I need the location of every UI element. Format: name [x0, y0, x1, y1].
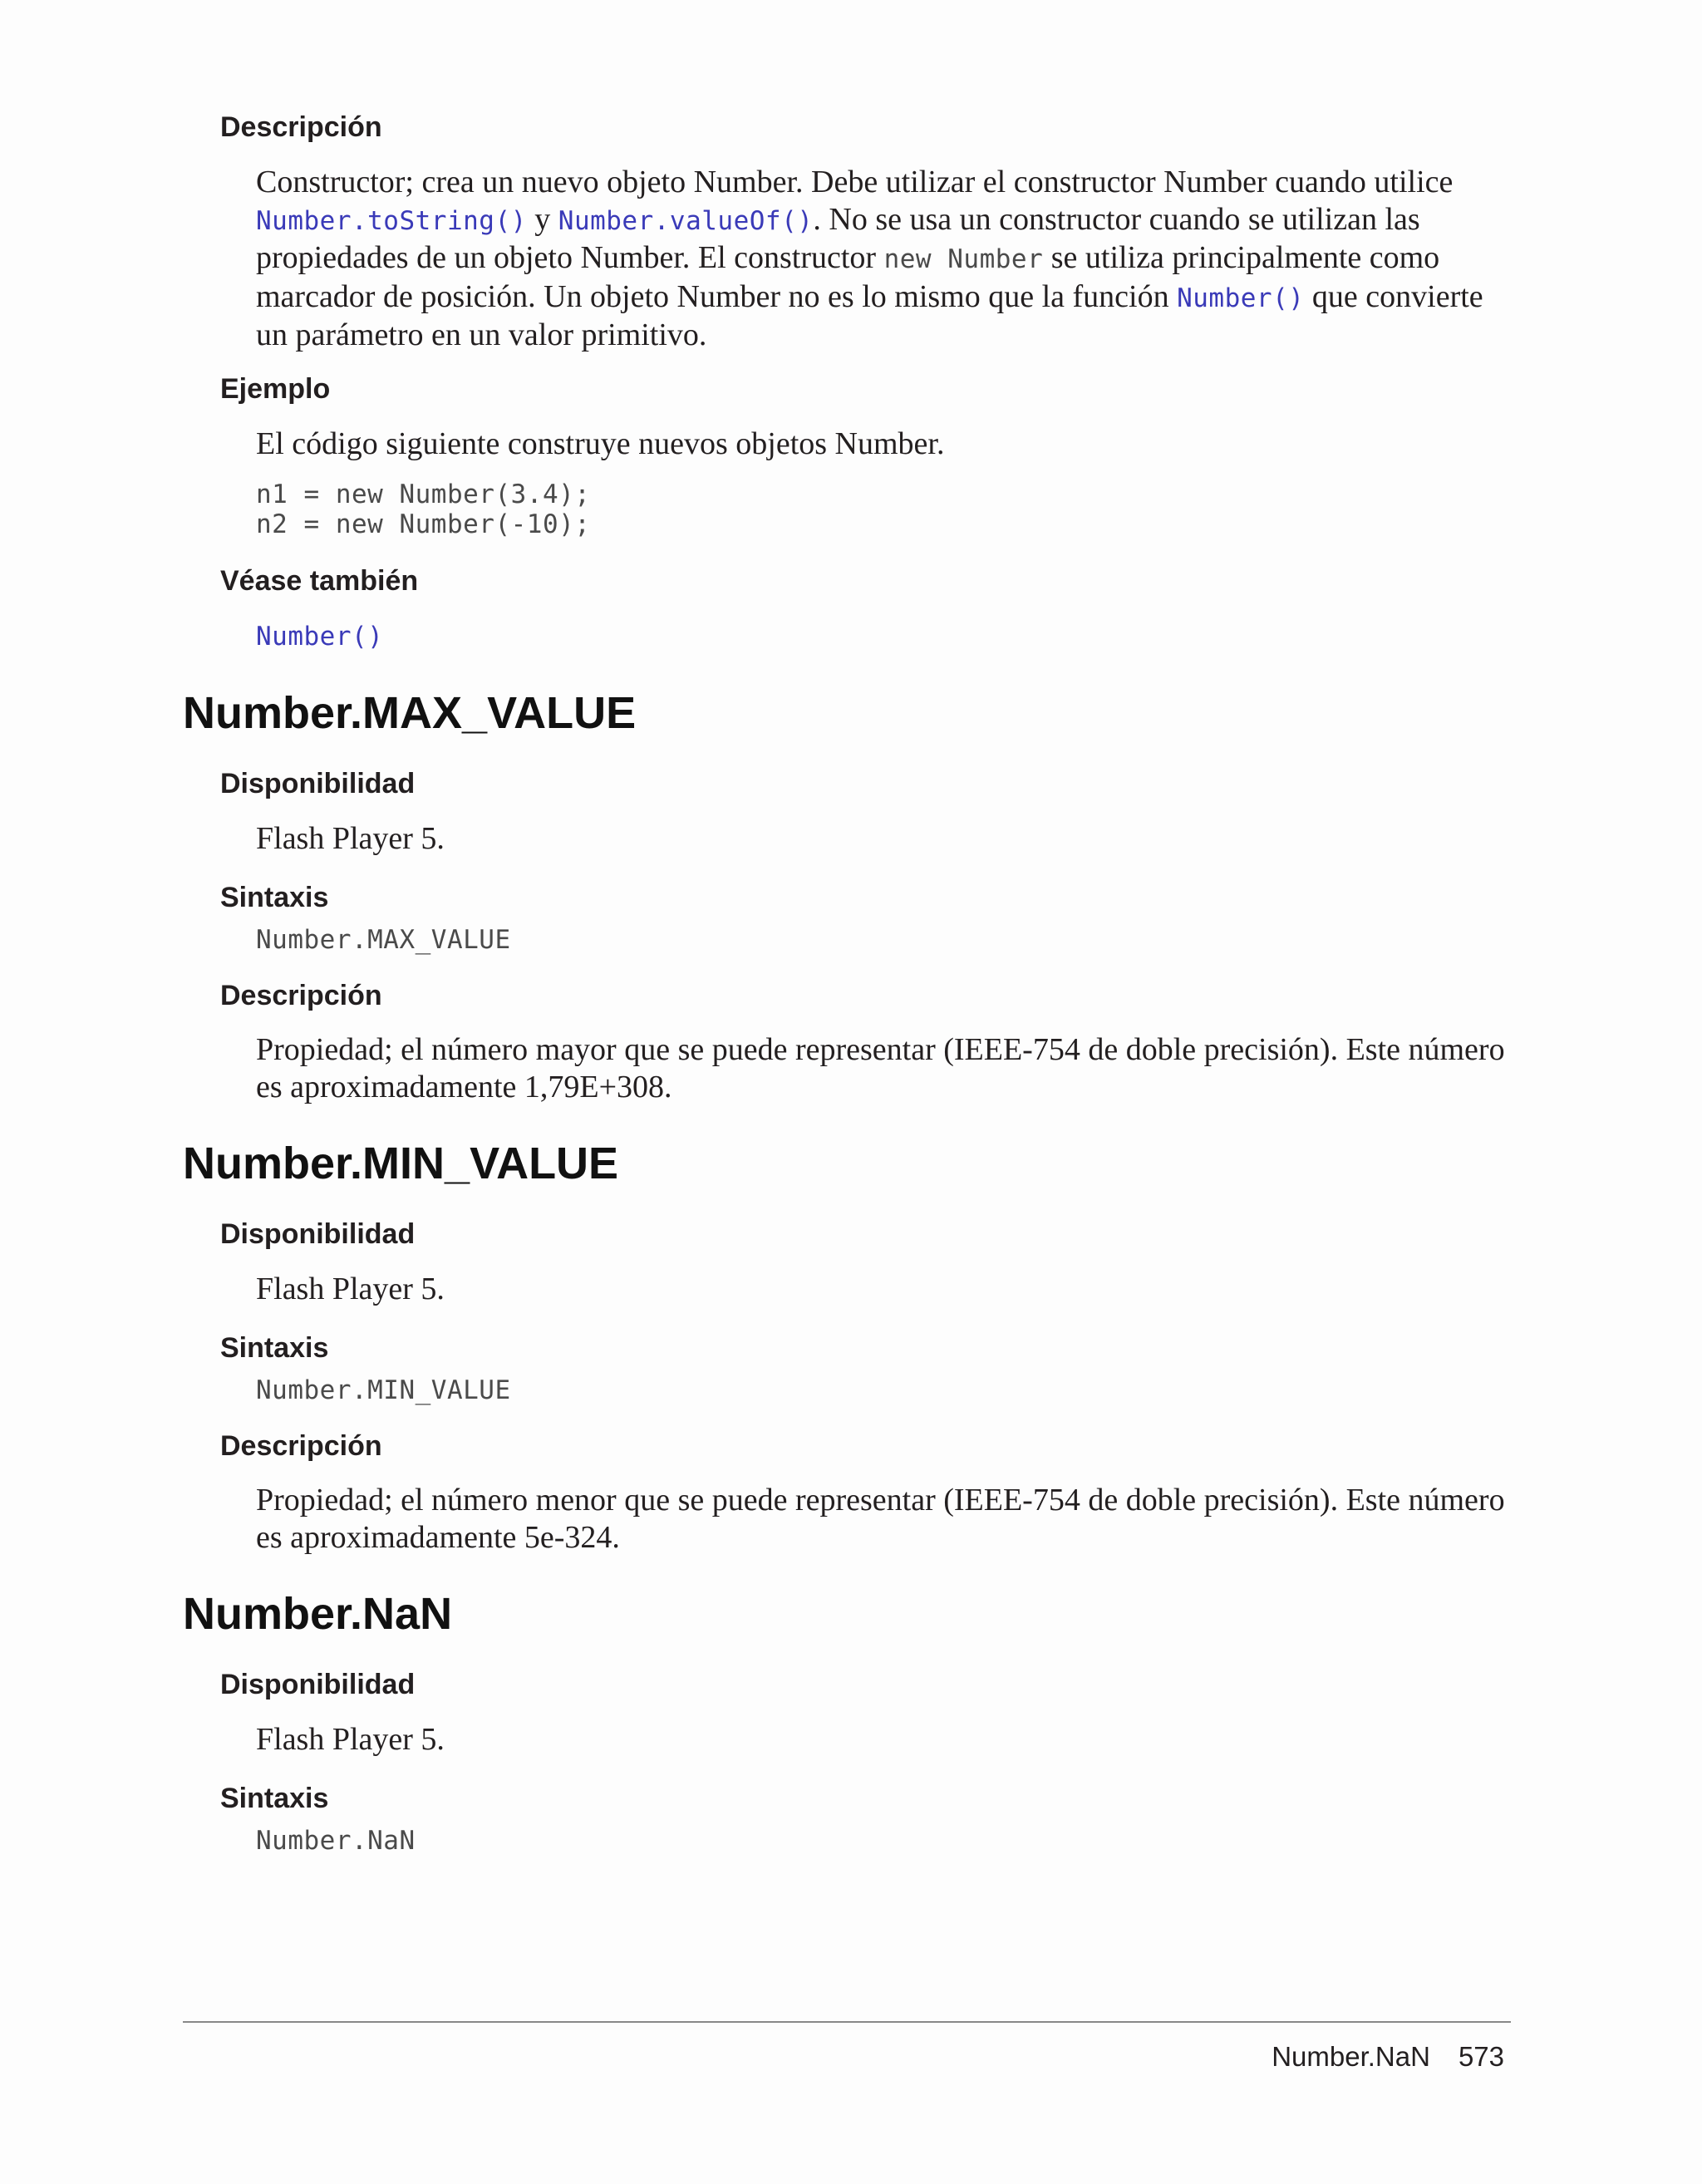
nan-syntax-heading: Sintaxis — [220, 1783, 329, 1814]
desc-text-3: . No se usa un constructor cuando se utilizan las propiedades de un objeto Number. El constructor — [256, 201, 1420, 275]
desc-text-4: se utiliza principalmente como marcador de posición. Un objeto Number no es lo mismo que la función — [256, 240, 1440, 314]
number-function-link[interactable]: Number() — [1177, 283, 1305, 313]
nan-availability-heading: Disponibilidad — [220, 1669, 416, 1700]
desc-text-2: y — [526, 201, 558, 237]
constructor-description-heading: Descripción — [220, 111, 382, 143]
desc-text-1: Constructor; crea un nuevo objeto Number. Debe utilizar el constructor Number cuando utilice — [256, 165, 1454, 199]
example-code-block — [256, 480, 590, 539]
code-line: n2 = new Number(-10); — [256, 509, 591, 539]
constructor-description-text — [256, 164, 1519, 354]
tostring-link[interactable]: Number.toString() — [256, 205, 527, 236]
min-availability-heading: Disponibilidad — [220, 1218, 416, 1250]
footer-section-name: Number.NaN — [1272, 2041, 1430, 2072]
nan-syntax-code: Number.NaN — [256, 1826, 416, 1856]
page-footer — [1272, 2041, 1504, 2073]
see-also-list — [256, 622, 383, 652]
nan-availability-text: Flash Player 5. — [256, 1722, 445, 1757]
min-syntax-heading: Sintaxis — [220, 1332, 329, 1364]
valueof-link[interactable]: Number.valueOf() — [558, 205, 814, 236]
see-also-heading: Véase también — [220, 565, 419, 597]
min-syntax-code: Number.MIN_VALUE — [256, 1375, 511, 1405]
max-syntax-heading: Sintaxis — [220, 882, 329, 913]
max-availability-heading: Disponibilidad — [220, 768, 416, 799]
min-value-title: Number.MIN_VALUE — [183, 1139, 619, 1188]
example-heading: Ejemplo — [220, 373, 331, 405]
example-text: El código siguiente construye nuevos objetos Number. — [256, 426, 945, 461]
new-number-code: new Number — [883, 244, 1044, 274]
nan-title: Number.NaN — [183, 1589, 453, 1639]
max-syntax-code: Number.MAX_VALUE — [256, 925, 511, 955]
page-number: 573 — [1458, 2041, 1504, 2072]
min-availability-text: Flash Player 5. — [256, 1272, 445, 1306]
see-also-number-link[interactable]: Number() — [256, 622, 384, 652]
footer-divider — [183, 2021, 1511, 2023]
max-value-title: Number.MAX_VALUE — [183, 688, 637, 738]
desc-text-5: que convierte un parámetro en un valor primitivo. — [256, 278, 1483, 352]
min-description-heading: Descripción — [220, 1430, 382, 1462]
max-description-text: Propiedad; el número mayor que se puede representar (IEEE-754 de doble precisión). Este número es aproximadamente 1,79E+308. — [256, 1032, 1505, 1104]
code-line: n1 = new Number(3.4); — [256, 480, 591, 509]
max-availability-text: Flash Player 5. — [256, 821, 445, 856]
min-description-text: Propiedad; el número menor que se puede representar (IEEE-754 de doble precisión). Este número es aproximadamente 5e-324. — [256, 1483, 1505, 1555]
max-description-heading: Descripción — [220, 980, 382, 1011]
